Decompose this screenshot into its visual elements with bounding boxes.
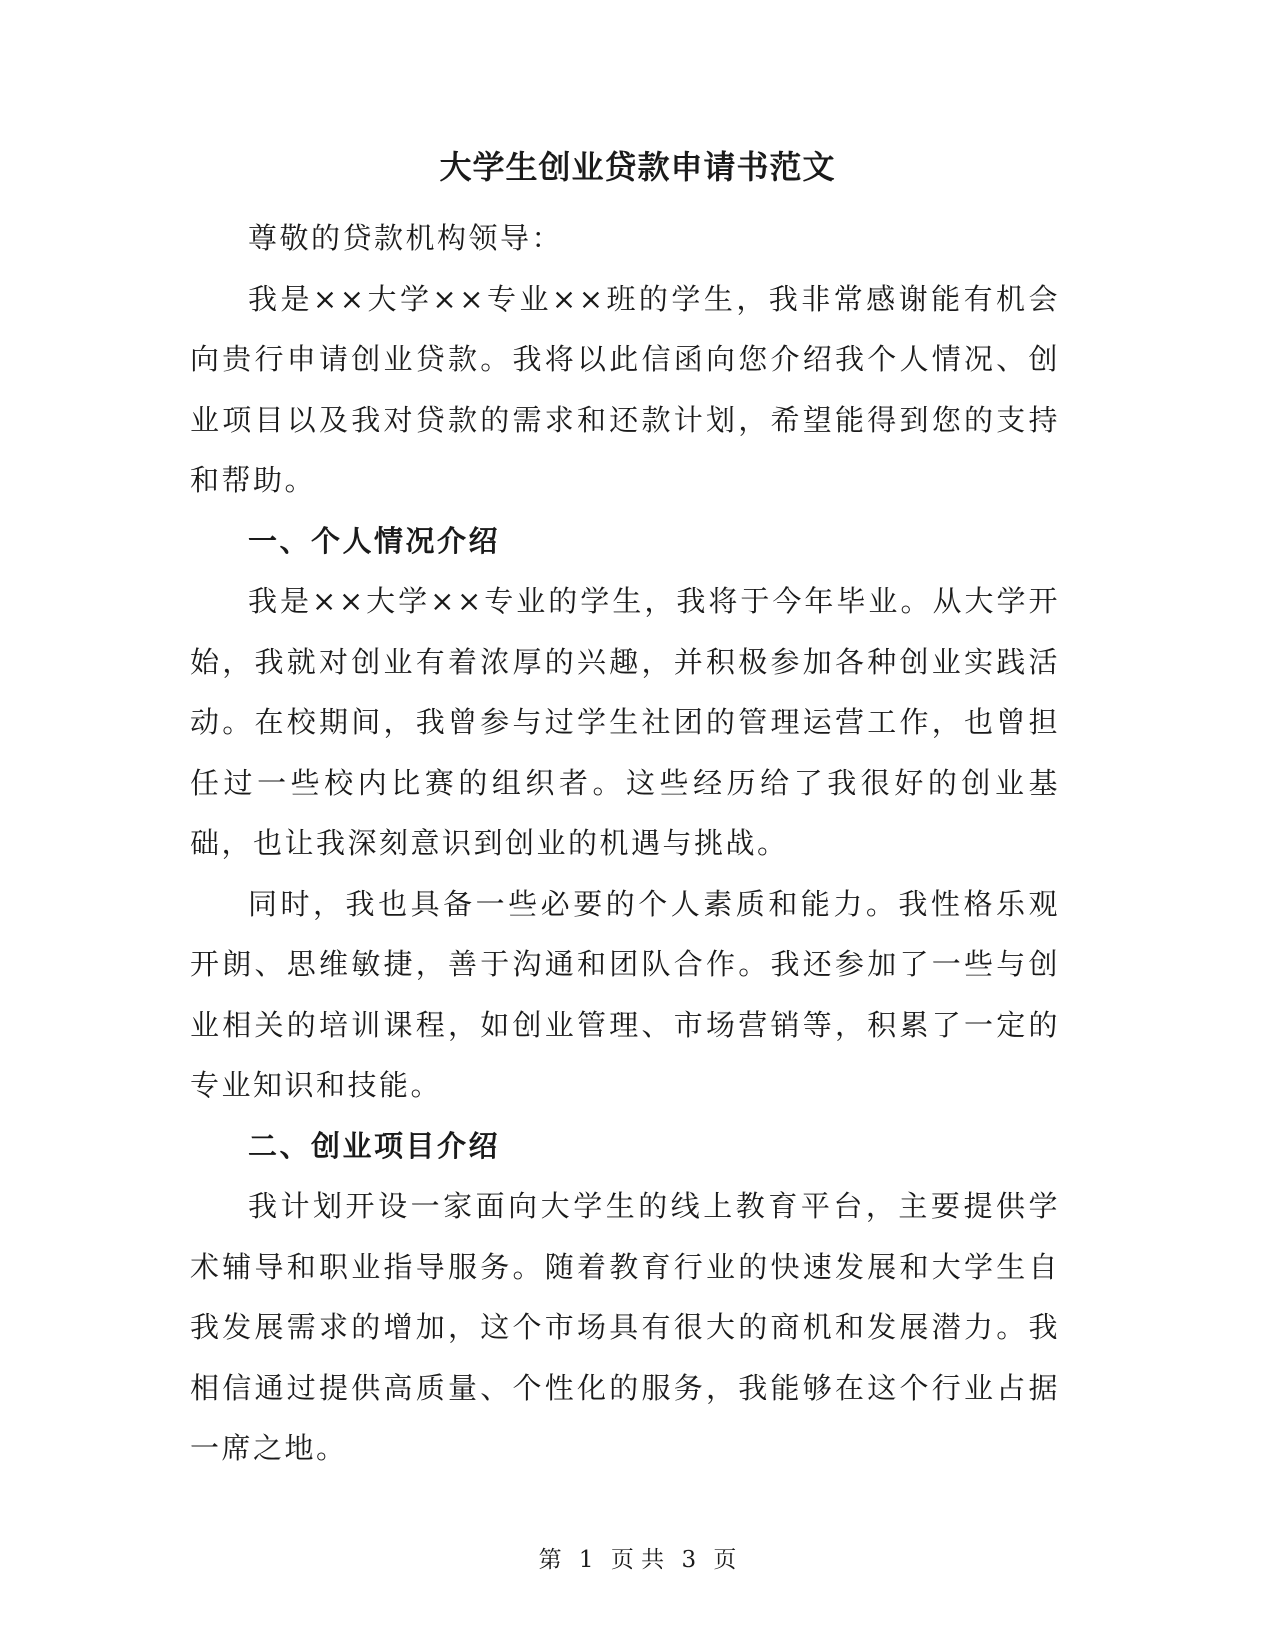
- page-footer: [0, 1540, 1275, 1580]
- document-title: 大学生创业贷款申请书范文: [439, 148, 836, 186]
- personal-paragraph-2: 同时，我也具备一些必要的个人素质和能力。我性格乐观开朗、思维敏捷，善于沟通和团队合作。我还参加了一些与创业相关的培训课程，如创业管理、市场营销等，积累了一定的专业知识和技能。: [190, 886, 1060, 1102]
- section-heading-personal: 一、个人情况介绍: [248, 523, 501, 558]
- footer-suffix: 页: [713, 1547, 737, 1573]
- project-paragraph-1: 我计划开设一家面向大学生的线上教育平台，主要提供学术辅导和职业指导服务。随着教育行业的快速发展和大学生自我发展需求的增加，这个市场具有很大的商机和发展潜力。我相信通过提供高质量、个性化的服务，我能够在这个行业占据一席之地。: [190, 1189, 1060, 1465]
- intro-paragraph: 我是××大学××专业××班的学生，我非常感谢能有机会向贵行申请创业贷款。我将以此信函向您介绍我个人情况、创业项目以及我对贷款的需求和还款计划，希望能得到您的支持和帮助。: [190, 281, 1060, 497]
- document-body: [190, 208, 1060, 1479]
- footer-prefix: 第: [538, 1547, 562, 1573]
- footer-middle: 页 共: [610, 1547, 665, 1573]
- section-heading-project: 二、创业项目介绍: [248, 1128, 501, 1163]
- personal-paragraph-1: 我是××大学××专业的学生，我将于今年毕业。从大学开始，我就对创业有着浓厚的兴趣，并积极参加各种创业实践活动。在校期间，我曾参与过学生社团的管理运营工作，也曾担任过一些校内比赛的组织者。这些经历给了我很好的创业基础，也让我深刻意识到创业的机遇与挑战。: [190, 584, 1060, 860]
- salutation: 尊敬的贷款机构领导：: [248, 221, 564, 255]
- footer-total-pages: 3: [681, 1547, 697, 1573]
- footer-current-page: 1: [578, 1547, 594, 1573]
